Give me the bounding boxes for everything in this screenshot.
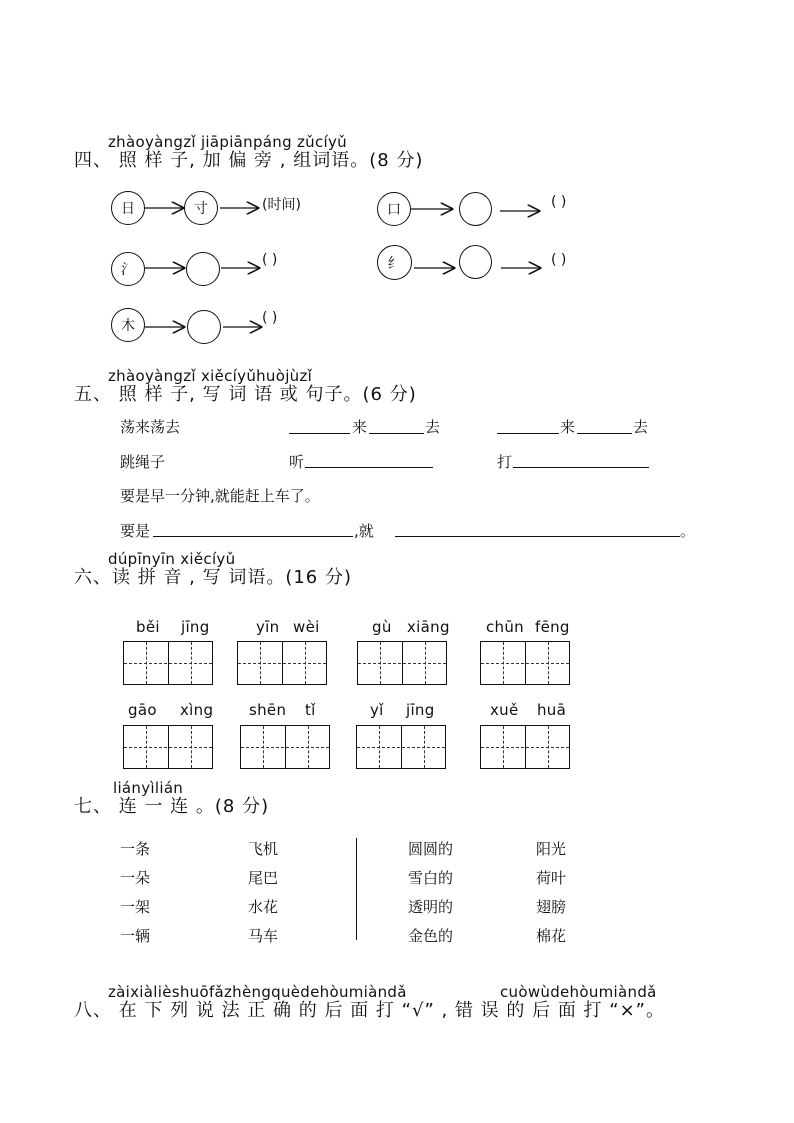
match-item[interactable]: 翅膀: [536, 898, 567, 916]
writing-grid[interactable]: [480, 641, 570, 685]
divider: [356, 838, 357, 940]
match-item[interactable]: 雪白的: [408, 869, 454, 887]
period: 。: [680, 522, 696, 540]
word-pinyin: yǐ: [370, 701, 384, 719]
word-pinyin: gāo: [128, 701, 157, 719]
section6-pinyin: dúpīnyīn xiěcíyǔ: [108, 550, 236, 568]
blank-circle[interactable]: [186, 252, 220, 286]
match-item[interactable]: 圆圆的: [408, 840, 454, 858]
ting-label: 听: [289, 453, 305, 471]
section7-title: 七、 连 一 连 。(8 分): [74, 796, 270, 817]
match-item[interactable]: 马车: [248, 927, 279, 945]
example-sentence: 要是早一分钟,就能赶上车了。: [120, 487, 320, 505]
answer-example: (时间): [262, 197, 301, 213]
blank-line[interactable]: [513, 467, 649, 468]
word-pinyin: chūn: [486, 618, 524, 636]
yaoshi-label: 要是: [120, 522, 151, 540]
answer-blank[interactable]: ( ): [262, 252, 278, 268]
section4-pinyin: zhàoyàngzǐ jiāpiānpáng zǔcíyǔ: [108, 133, 347, 151]
section8-pinyin: cuòwùdehòumiàndǎ: [500, 983, 657, 1001]
lai-label: 来: [352, 418, 368, 436]
blank-line[interactable]: [289, 433, 350, 434]
writing-grid[interactable]: [123, 641, 213, 685]
word-pinyin: xuě: [490, 701, 519, 719]
match-item[interactable]: 阳光: [536, 840, 567, 858]
section5-pinyin: zhàoyàngzǐ xiěcíyǔhuòjùzǐ: [108, 367, 313, 385]
section4-arrows: [0, 0, 794, 360]
writing-grid[interactable]: [357, 641, 447, 685]
answer-blank[interactable]: ( ): [262, 310, 278, 326]
match-item[interactable]: 金色的: [408, 927, 454, 945]
match-item[interactable]: 荷叶: [536, 869, 567, 887]
radical-circle: 氵: [111, 252, 145, 286]
word-pinyin: tǐ: [305, 701, 316, 719]
blank-circle[interactable]: [187, 310, 221, 344]
match-item[interactable]: 飞机: [248, 840, 279, 858]
match-item[interactable]: 透明的: [408, 898, 454, 916]
match-item[interactable]: 水花: [248, 898, 279, 916]
blank-line[interactable]: [577, 433, 632, 434]
blank-line[interactable]: [305, 467, 433, 468]
section5-title: 五、 照 样 子, 写 词 语 或 句子。(6 分): [74, 384, 417, 405]
radical-circle: 口: [377, 192, 411, 226]
radical-circle: 木: [111, 308, 145, 342]
blank-line[interactable]: [153, 536, 353, 537]
writing-grid[interactable]: [356, 725, 446, 769]
word-pinyin: běi: [136, 618, 160, 636]
writing-grid[interactable]: [123, 725, 213, 769]
match-item[interactable]: 一架: [120, 898, 151, 916]
word-pinyin: wèi: [293, 618, 320, 636]
example-word: 荡来荡去: [120, 418, 181, 436]
word-pinyin: jīng: [406, 701, 435, 719]
word-pinyin: fēng: [535, 618, 570, 636]
char-circle: 寸: [184, 191, 218, 225]
blank-line[interactable]: [395, 536, 680, 537]
example-word: 跳绳子: [120, 453, 166, 471]
blank-circle[interactable]: [459, 192, 492, 226]
section8-pinyin: zàixiàlièshuōfǎzhèngquèdehòumiàndǎ: [108, 983, 407, 1001]
section6-title: 六、读 拼 音 , 写 词语。(16 分): [74, 567, 352, 588]
match-item[interactable]: 一条: [120, 840, 151, 858]
section4-title: 四、 照 样 子, 加 偏 旁 , 组词语。(8 分): [74, 150, 424, 171]
qu-label: 去: [633, 418, 649, 436]
section8-title: 八、 在 下 列 说 法 正 确 的 后 面 打 “√” , 错 误 的 后 面 打 “×”。: [74, 1000, 666, 1021]
match-item[interactable]: 棉花: [536, 927, 567, 945]
answer-blank[interactable]: ( ): [551, 194, 567, 210]
lai-label: 来: [560, 418, 576, 436]
writing-grid[interactable]: [237, 641, 327, 685]
word-pinyin: jīng: [181, 618, 210, 636]
blank-line[interactable]: [497, 433, 559, 434]
word-pinyin: yīn: [256, 618, 280, 636]
jiu-label: ,就: [354, 522, 374, 540]
section7-pinyin: liányìlián: [113, 779, 184, 797]
answer-blank[interactable]: ( ): [551, 252, 567, 268]
radical-circle: 纟: [377, 245, 412, 280]
blank-circle[interactable]: [459, 245, 492, 279]
word-pinyin: xìng: [180, 701, 214, 719]
writing-grid[interactable]: [240, 725, 330, 769]
word-pinyin: huā: [537, 701, 567, 719]
da-label: 打: [497, 453, 513, 471]
qu-label: 去: [425, 418, 441, 436]
writing-grid[interactable]: [480, 725, 570, 769]
match-item[interactable]: 尾巴: [248, 869, 279, 887]
match-item[interactable]: 一辆: [120, 927, 151, 945]
word-pinyin: gù: [372, 618, 392, 636]
blank-line[interactable]: [369, 433, 424, 434]
match-item[interactable]: 一朵: [120, 869, 151, 887]
word-pinyin: shēn: [249, 701, 287, 719]
radical-circle: 日: [111, 191, 145, 225]
word-pinyin: xiāng: [407, 618, 450, 636]
